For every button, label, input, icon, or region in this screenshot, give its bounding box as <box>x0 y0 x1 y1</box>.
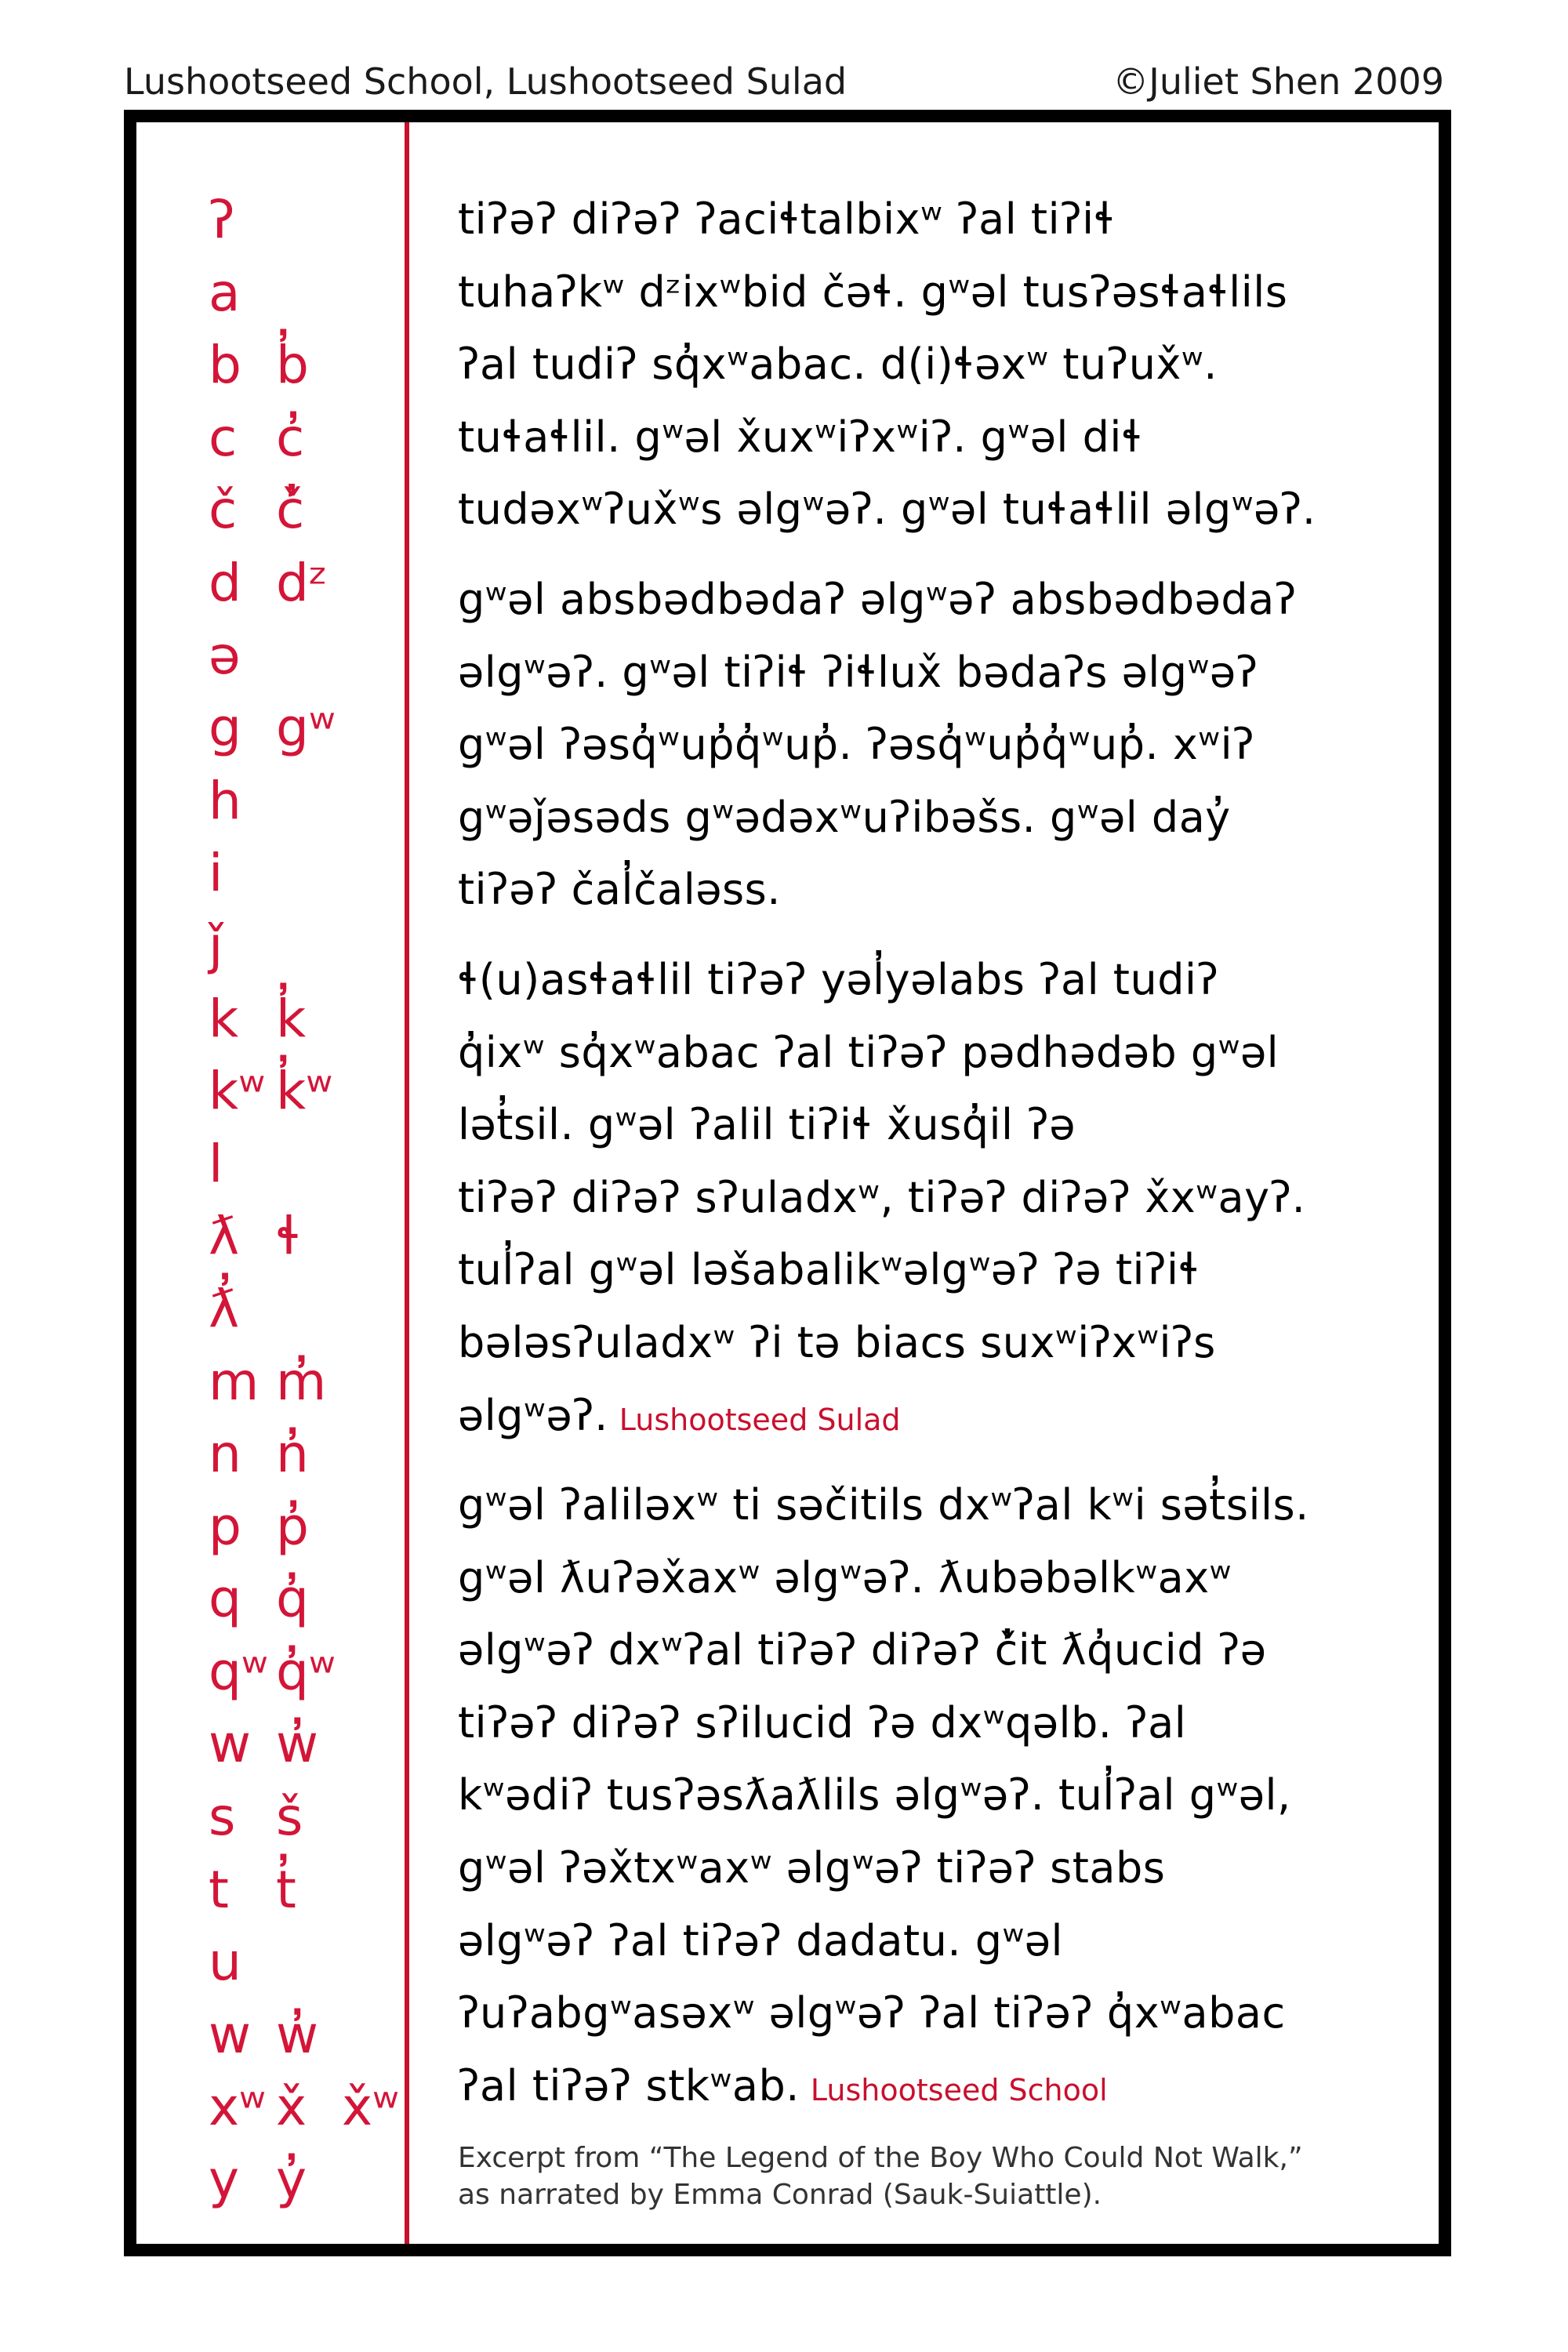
alphabet-letter: p <box>209 1496 241 1557</box>
alphabet-letter: l <box>209 1133 223 1194</box>
alphabet-row <box>209 1932 397 2009</box>
alphabet-letter: ƛ <box>209 1206 240 1267</box>
text-line <box>458 256 1446 329</box>
text-line <box>458 1832 1446 1905</box>
alphabet-letter: t̓ <box>276 1859 296 1920</box>
text-line <box>458 637 1446 710</box>
alphabet-letter: ə <box>209 625 241 686</box>
alphabet-row <box>209 262 397 340</box>
line-text: tudəxʷʔux̌ʷs əlgʷəʔ. gʷəl tuɬaɬlil əlgʷəʔ. <box>458 485 1316 535</box>
line-text: ʔuʔabgʷasəxʷ əlgʷəʔ ʔal tiʔəʔ q̓xʷabac <box>458 1988 1286 2038</box>
line-text: ʔal tudiʔ sq̓xʷabac. d(i)ɬəxʷ tuʔux̌ʷ. <box>458 339 1218 390</box>
line-text: gʷəl absbədbədaʔ əlgʷəʔ absbədbədaʔ <box>458 574 1297 624</box>
alphabet-row <box>209 1569 397 1646</box>
alphabet-letter: x̌ <box>276 2077 307 2138</box>
alphabet-letter: p̓ <box>276 1496 309 1557</box>
source-label: Lushootseed Sulad <box>619 1402 901 1437</box>
alphabet-letter: a <box>209 262 241 323</box>
alphabet-letter: qʷ <box>209 1641 268 1702</box>
alphabet-letter: ɬ <box>276 1206 302 1267</box>
text-line <box>458 1905 1446 1978</box>
alphabet-letter: i <box>209 843 223 904</box>
line-text: tiʔəʔ diʔəʔ sʔuladxʷ, tiʔəʔ diʔəʔ x̌xʷayʔ. <box>458 1172 1306 1222</box>
alphabet-letter: w <box>209 2004 251 2065</box>
alphabet-row <box>209 552 397 630</box>
caption-line: as narrated by Emma Conrad (Sauk-Suiattle). <box>458 2179 1102 2212</box>
alphabet-letter: q̓ʷ <box>276 1641 336 1702</box>
alphabet-letter: q̓ <box>276 1569 309 1630</box>
alphabet-row <box>209 1641 397 1719</box>
alphabet-row <box>209 190 397 267</box>
alphabet-letter: y̓ <box>276 2150 307 2211</box>
line-text: q̓ixʷ sq̓xʷabac ʔal tiʔəʔ pədhədəb gʷəl <box>458 1027 1279 1077</box>
text-line <box>458 2050 1446 2123</box>
line-text: əlgʷəʔ ʔal tiʔəʔ dadatu. gʷəl <box>458 1915 1064 1965</box>
alphabet-letter: w <box>209 1714 251 1775</box>
alphabet-letter: n̓ <box>276 1424 309 1485</box>
content-frame <box>124 110 1451 2256</box>
alphabet-row <box>209 1424 397 1501</box>
text-line <box>458 1542 1446 1615</box>
text-line <box>458 782 1446 855</box>
header-title: Lushootseed School, Lushootseed Sulad <box>124 60 848 103</box>
alphabet-letter: s <box>209 1787 236 1848</box>
line-text: gʷəǰəsəds gʷədəxʷuʔibəšs. gʷəl day̓ <box>458 792 1231 842</box>
alphabet-letter: n <box>209 1424 241 1485</box>
alphabet-letter: w̓ <box>276 2004 318 2065</box>
text-line <box>458 1017 1446 1090</box>
alphabet-letter: b̓ <box>276 335 309 396</box>
line-text: gʷəl ʔəx̌txʷaxʷ əlgʷəʔ tiʔəʔ stabs <box>458 1843 1166 1893</box>
text-line <box>458 183 1446 256</box>
text-line <box>458 1234 1446 1307</box>
column-divider <box>405 122 409 2244</box>
story-paragraph <box>458 1469 1446 2122</box>
alphabet-row <box>209 1351 397 1429</box>
text-line <box>458 564 1446 637</box>
line-text: lət̓sil. gʷəl ʔalil tiʔiɬ x̌usq̓il ʔə <box>458 1100 1076 1150</box>
line-text: tuɬaɬlil. gʷəl x̌uxʷiʔxʷiʔ. gʷəl diɬ <box>458 412 1143 462</box>
text-line <box>458 1380 1446 1453</box>
alphabet-row <box>209 625 397 703</box>
alphabet-letter: x̌ʷ <box>342 2077 400 2138</box>
alphabet-row <box>209 1133 397 1211</box>
alphabet-row <box>209 843 397 920</box>
text-line <box>458 1759 1446 1832</box>
alphabet-letter: c̓ <box>276 407 305 468</box>
alphabet-row <box>209 1496 397 1574</box>
alphabet-letter: ǰ <box>209 915 223 976</box>
line-text: ʔal tiʔəʔ stkʷab. <box>458 2060 800 2111</box>
alphabet-row <box>209 915 397 993</box>
text-line <box>458 709 1446 782</box>
alphabet-letter: xʷ <box>209 2077 267 2138</box>
story-paragraph <box>458 564 1446 927</box>
alphabet-letter: k <box>209 988 239 1049</box>
alphabet-row <box>209 335 397 412</box>
line-text: gʷəl ʔəsq̓ʷup̓q̓ʷup̓. ʔəsq̓ʷup̓q̓ʷup̓. xʷiʔ <box>458 720 1255 770</box>
line-text: ɬ(u)asɬaɬlil tiʔəʔ yəl̓yəlabs ʔal tudiʔ <box>458 954 1219 1004</box>
alphabet-row <box>209 770 397 848</box>
alphabet-letter: t <box>209 1859 229 1920</box>
story-paragraph <box>458 183 1446 546</box>
line-text: tiʔəʔ diʔəʔ ʔaciɬtalbixʷ ʔal tiʔiɬ <box>458 194 1116 244</box>
alphabet-letter: š <box>276 1787 303 1848</box>
text-line <box>458 401 1446 474</box>
story-text <box>458 183 1446 2213</box>
line-text: əlgʷəʔ dxʷʔal tiʔəʔ diʔəʔ č̓it ƛq̓ucid ʔə <box>458 1625 1267 1675</box>
text-line <box>458 1614 1446 1687</box>
alphabet-row <box>209 1714 397 1791</box>
text-line <box>458 854 1446 927</box>
alphabet-letter: k̓ <box>276 988 307 1049</box>
alphabet-letter: ƛ̓ <box>209 1278 240 1339</box>
alphabet-row <box>209 1206 397 1283</box>
alphabet-letter: b <box>209 335 241 396</box>
text-line <box>458 1687 1446 1760</box>
alphabet-letter: kʷ <box>209 1061 266 1122</box>
text-line <box>458 474 1446 546</box>
text-line <box>458 944 1446 1017</box>
alphabet-row <box>209 1787 397 1864</box>
source-label: Lushootseed School <box>810 2072 1108 2107</box>
line-text: gʷəl ƛuʔəx̌axʷ əlgʷəʔ. ƛubəbəlkʷaxʷ <box>458 1552 1232 1602</box>
line-text: tuhaʔkʷ dᶻixʷbid čəɬ. gʷəl tusʔəsɬaɬlils <box>458 267 1288 317</box>
alphabet-row <box>209 1859 397 1937</box>
line-text: tul̓ʔal gʷəl ləšabalikʷəlgʷəʔ ʔə tiʔiɬ <box>458 1245 1200 1295</box>
line-text: əlgʷəʔ. gʷəl tiʔiɬ ʔiɬlux̌ bədaʔs əlgʷəʔ <box>458 647 1258 697</box>
alphabet-row <box>209 2150 397 2227</box>
alphabet-letter: y <box>209 2150 240 2211</box>
alphabet-row <box>209 1278 397 1356</box>
alphabet-letter: dᶻ <box>276 552 328 613</box>
story-paragraph <box>458 944 1446 1452</box>
alphabet-row <box>209 698 397 775</box>
alphabet-letter: u <box>209 1932 241 1993</box>
alphabet-letter: m̓ <box>276 1351 327 1412</box>
copyright-notice: ©Juliet Shen 2009 <box>1112 60 1444 103</box>
alphabet-row <box>209 2004 397 2082</box>
alphabet-letter: d <box>209 552 241 613</box>
alphabet-letter: w̓ <box>276 1714 318 1775</box>
line-text: tiʔəʔ diʔəʔ sʔilucid ʔə dxʷqəlb. ʔal <box>458 1697 1187 1748</box>
alphabet-letter: k̓ʷ <box>276 1061 333 1122</box>
line-text: bələsʔuladxʷ ʔi tə biacs suxʷiʔxʷiʔs <box>458 1317 1216 1367</box>
alphabet-letter: h <box>209 770 241 831</box>
line-text: əlgʷəʔ. <box>458 1390 608 1440</box>
alphabet-letter: č <box>209 480 238 541</box>
line-text: tiʔəʔ čal̓čaləss. <box>458 865 781 915</box>
alphabet-letter: m <box>209 1351 260 1412</box>
alphabet-letter: c <box>209 407 238 468</box>
text-line <box>458 1469 1446 1542</box>
page-header <box>124 56 1444 107</box>
text-line <box>458 1162 1446 1235</box>
text-line <box>458 1307 1446 1380</box>
alphabet-letter: q <box>209 1569 241 1630</box>
alphabet-row <box>209 480 397 557</box>
alphabet-row <box>209 2077 400 2154</box>
alphabet-row <box>209 988 397 1066</box>
text-line <box>458 1089 1446 1162</box>
alphabet-letter: č̓ <box>276 480 305 541</box>
alphabet-letter: g <box>209 698 241 759</box>
alphabet-column <box>209 190 400 2227</box>
alphabet-row <box>209 1061 397 1138</box>
line-text: kʷədiʔ tusʔəsƛaƛlils əlgʷəʔ. tul̓ʔal gʷəl, <box>458 1770 1291 1820</box>
excerpt-caption <box>458 2140 1446 2213</box>
line-text: gʷəl ʔaliləxʷ ti səčitils dxʷʔal kʷi sət̓sils. <box>458 1480 1309 1530</box>
text-line <box>458 1977 1446 2050</box>
alphabet-row <box>209 407 397 485</box>
alphabet-letter: gʷ <box>276 698 336 759</box>
alphabet-letter: ʔ <box>209 190 235 250</box>
text-line <box>458 328 1446 401</box>
caption-line: Excerpt from “The Legend of the Boy Who Could Not Walk,” <box>458 2142 1303 2175</box>
